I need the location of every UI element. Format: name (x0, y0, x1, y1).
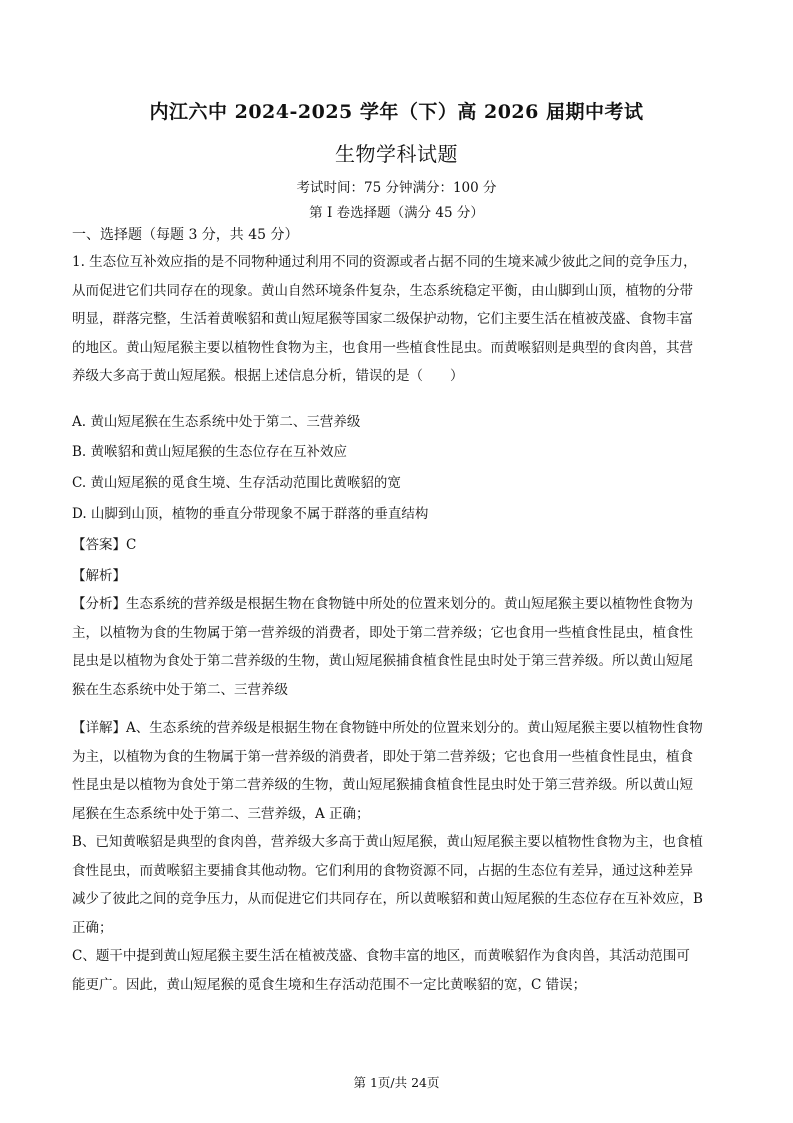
page-number: 第 1页/共 24页 (353, 1075, 440, 1090)
detail-line: 能更广。因此，黄山短尾猴的觅食生境和生存活动范围不一定比黄喉貂的宽，C 错误； (72, 976, 587, 993)
detail-paragraph (72, 714, 722, 999)
detail-line: 正确； (72, 919, 113, 936)
analysis-label: 【解析】 (72, 568, 126, 584)
answer-label: 【答案】C (72, 537, 137, 553)
volume-heading: 第 I 卷选择题（满分 45 分） (309, 205, 484, 221)
detail-line: 减少了彼此之间的竞争压力，从而促进它们共同存在，所以黄喉貂和黄山短尾猴的生态位存在互补效应，B (72, 891, 703, 907)
stem-line: 1. 生态位互补效应指的是不同物种通过利用不同的资源或者占据不同的生境来减少彼此之间的竞争压力， (72, 254, 697, 270)
section-heading: 一、选择题（每题 3 分，共 45 分） (72, 227, 299, 243)
detail-line: B、已知黄喉貂是典型的食肉兽，营养级大多高于黄山短尾猴，黄山短尾猴主要以植物性食物为主，也食植 (72, 834, 703, 850)
detail-line: 【详解】A、生态系统的营养级是根据生物在食物链中所处的位置来划分的。黄山短尾猴主要以植物性食物 (72, 720, 703, 736)
analysis-line: 主，以植物为食的生物属于第一营养级的消费者，即处于第二营养级；它也食用一些植食性昆虫，植食性 (72, 624, 693, 641)
stem-line: 明显，群落完整，生活着黄喉貂和黄山短尾猴等国家二级保护动物，它们主要生活在植被茂盛、食物丰富 (72, 311, 693, 327)
analysis-line: 猴在生态系统中处于第二、三营养级 (72, 681, 288, 698)
detail-line: C、题干中提到黄山短尾猴主要生活在植被茂盛、食物丰富的地区，而黄喉貂作为食肉兽，其活动范围可 (72, 948, 690, 964)
detail-line: 尾猴在生态系统中处于第二、三营养级，A 正确； (72, 805, 370, 822)
detail-line: 食性昆虫，而黄喉貂主要捕食其他动物。它们利用的食物资源不同，占据的生态位有差异，通过这种差异 (72, 862, 693, 879)
detail-line: 性昆虫是以植物为食处于第二营养级的生物，黄山短尾猴捕食植食性昆虫时处于第三营养级。所以黄山短 (72, 777, 693, 793)
analysis-line: 【分析】生态系统的营养级是根据生物在食物链中所处的位置来划分的。黄山短尾猴主要以植物性食物为 (72, 596, 693, 612)
analysis-paragraph (72, 590, 722, 704)
stem-line: 从而促进它们共同存在的现象。黄山自然环境条件复杂，生态系统稳定平衡，由山脚到山顶，植物的分带 (72, 282, 693, 299)
question-stem (72, 248, 722, 391)
analysis-line: 昆虫是以植物为食处于第二营养级的生物，黄山短尾猴捕食植食性昆虫时处于第三营养级。所以黄山短尾 (72, 653, 693, 669)
stem-line: 养级大多高于黄山短尾猴。根据上述信息分析，错误的是（ ） (72, 368, 464, 384)
option-b: B. 黄喉貂和黄山短尾猴的生态位存在互补效应 (72, 444, 348, 460)
subject-title: 生物学科试题 (335, 142, 458, 166)
option-c: C. 黄山短尾猴的觅食生境、生存活动范围比黄喉貂的宽 (72, 475, 401, 491)
option-d: D. 山脚到山顶，植物的垂直分带现象不属于群落的垂直结构 (72, 506, 429, 522)
exam-time-info: 考试时间：75 分钟满分：100 分 (296, 180, 497, 196)
stem-line: 的地区。黄山短尾猴主要以植物性食物为主，也食用一些植食性昆虫。而黄喉貂则是典型的食肉兽，其营 (72, 339, 693, 356)
option-a: A. 黄山短尾猴在生态系统中处于第二、三营养级 (72, 414, 361, 430)
detail-line: 为主，以植物为食的生物属于第一营养级的消费者，即处于第二营养级；它也食用一些植食性昆虫，植食 (72, 748, 693, 765)
exam-title: 内江六中 2024-2025 学年（下）高 2026 届期中考试 (149, 101, 644, 123)
